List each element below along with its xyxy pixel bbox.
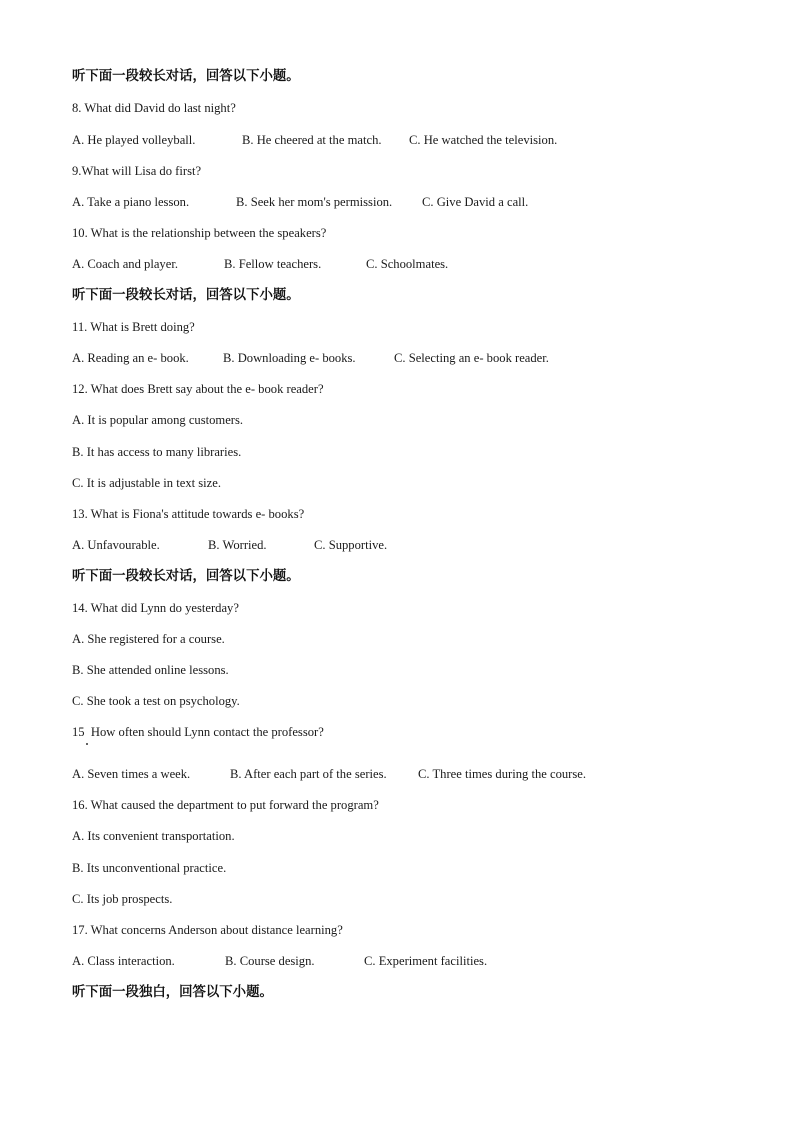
- question-12-option-c: C. It is adjustable in text size.: [72, 476, 221, 490]
- option-b: B. Downloading e- books.: [223, 351, 356, 365]
- question-11-options: [72, 350, 549, 366]
- section-heading: 听下面一段较长对话，回答以下小题。: [72, 68, 300, 84]
- question-17-options: [72, 953, 488, 969]
- option-c: C. Selecting an e- book reader.: [394, 351, 549, 365]
- section-heading: 听下面一段独白，回答以下小题。: [72, 984, 273, 1000]
- question-16-option-b: B. Its unconventional practice.: [72, 861, 227, 875]
- question-17-stem: 17. What concerns Anderson about distance learning?: [72, 923, 343, 937]
- section-heading: 听下面一段较长对话，回答以下小题。: [72, 568, 300, 584]
- question-15-options: [72, 766, 586, 782]
- option-c: C. He watched the television.: [409, 133, 558, 147]
- option-b: B. Seek her mom's permission.: [236, 195, 393, 209]
- question-16-stem: 16. What caused the department to put forward the program?: [72, 798, 379, 812]
- option-a: A. He played volleyball.: [72, 133, 196, 147]
- option-a: A. Unfavourable.: [72, 538, 160, 552]
- option-c: C. Schoolmates.: [366, 257, 449, 271]
- option-b: B. Course design.: [225, 954, 315, 968]
- question-14-option-c: C. She took a test on psychology.: [72, 694, 240, 708]
- question-12-option-b: B. It has access to many libraries.: [72, 445, 242, 459]
- question-10-stem: 10. What is the relationship between the speakers?: [72, 226, 327, 240]
- option-c: C. Experiment facilities.: [364, 954, 488, 968]
- question-9-stem: 9.What will Lisa do first?: [72, 164, 202, 178]
- option-b: B. He cheered at the match.: [242, 133, 382, 147]
- option-c: C. Supportive.: [314, 538, 388, 552]
- question-16-option-c: C. Its job prospects.: [72, 892, 173, 906]
- question-13-stem: 13. What is Fiona's attitude towards e- books?: [72, 507, 305, 521]
- stray-dot-mark: [86, 743, 88, 745]
- option-a: A. Seven times a week.: [72, 767, 191, 781]
- question-16-option-a: A. Its convenient transportation.: [72, 829, 235, 843]
- option-a: A. Class interaction.: [72, 954, 175, 968]
- option-a: A. Coach and player.: [72, 257, 178, 271]
- option-b: B. After each part of the series.: [230, 767, 387, 781]
- option-a: A. Take a piano lesson.: [72, 195, 190, 209]
- option-b: B. Worried.: [208, 538, 267, 552]
- option-c: C. Three times during the course.: [418, 767, 586, 781]
- option-b: B. Fellow teachers.: [224, 257, 322, 271]
- question-10-options: [72, 256, 449, 272]
- question-13-options: [72, 537, 388, 553]
- question-14-option-a: A. She registered for a course.: [72, 632, 225, 646]
- question-11-stem: 11. What is Brett doing?: [72, 320, 195, 334]
- question-8-options: [72, 132, 558, 148]
- section-heading: 听下面一段较长对话，回答以下小题。: [72, 287, 300, 303]
- question-8-stem: 8. What did David do last night?: [72, 101, 236, 115]
- question-12-option-a: A. It is popular among customers.: [72, 413, 244, 427]
- question-14-option-b: B. She attended online lessons.: [72, 663, 229, 677]
- question-9-options: [72, 194, 529, 210]
- option-c: C. Give David a call.: [422, 195, 529, 209]
- option-a: A. Reading an e- book.: [72, 351, 189, 365]
- question-15-stem: 15 How often should Lynn contact the professor?: [72, 725, 324, 739]
- question-14-stem: 14. What did Lynn do yesterday?: [72, 601, 239, 615]
- question-12-stem: 12. What does Brett say about the e- book reader?: [72, 382, 324, 396]
